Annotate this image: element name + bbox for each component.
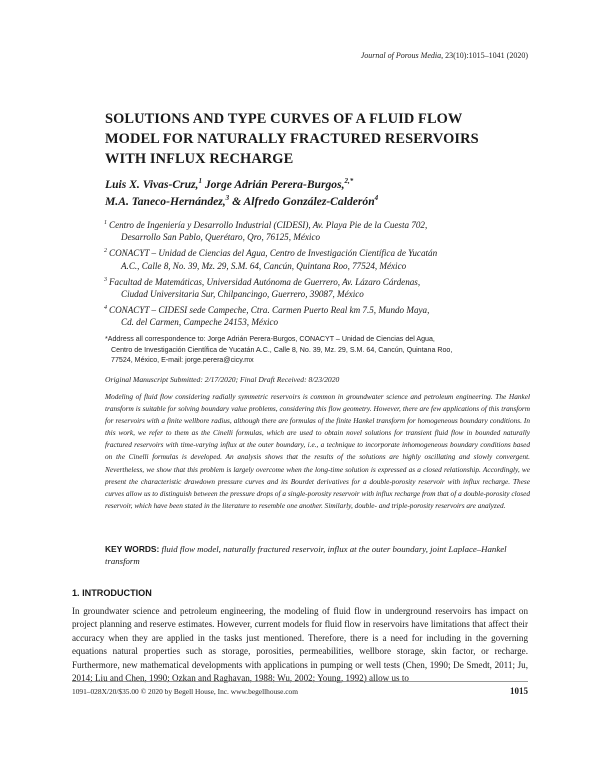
author-affiliation-mark: 2,*: [344, 177, 354, 186]
copyright-footer: 1091–028X/20/$35.00 © 2020 by Begell House, Inc. www.begellhouse.com: [72, 687, 299, 696]
author-name: Jorge Adrián Perera-Burgos,: [201, 178, 345, 191]
author-name: Luis X. Vivas-Cruz,: [105, 178, 199, 191]
journal-name: Journal of Porous Media: [360, 51, 442, 60]
page-number: 1015: [510, 686, 528, 696]
correspondence-note: [105, 334, 535, 366]
affiliation-list: [105, 219, 545, 333]
affiliation-line: Desarrollo San Pablo, Querétaro, Qro, 76125, México: [121, 232, 321, 243]
title-line: MODEL FOR NATURALLY FRACTURED RESERVOIRS: [105, 131, 479, 147]
author-affiliation-mark: 4: [374, 194, 379, 203]
correspondence-line: 77524, México, E-mail: jorge.perera@cicy.mx: [111, 356, 254, 364]
author-name: M.A. Taneco-Hernández,: [105, 195, 226, 208]
abstract: Modeling of fluid flow considering radially symmetric reservoirs is common in groundwater science and petroleum engineering. The Hankel transform is suitable for solving boundary value problems, considering this flow geometry. However, there are few applications of this transform for reservoirs with a finite wellbore radius, although there are formulas of the finite Hankel transform for homogeneous boundary conditions. In this work, we refer to them as the Cinelli formulas, which are used to obtain novel solutions for transient fluid flow in bounded naturally fractured reservoirs with time-varying influx at the outer boundary, i.e., a technique to incorporate inhomogeneous boundary conditions based on the Cinelli formulas is developed. An analysis shows that the results of the solutions are highly oscillating and slowly convergent. Nevertheless, we show that this problem is largely overcome when the long-time solution is expressed as a closed relationship. Accordingly, we present the characteristic drawdown pressure curves and its Bourdet derivatives for a double-porosity reservoir with influx recharge. These curves allow us to distinguish between the pressure drops of a single-porosity reservoir with influx recharge from that of a double-porosity closed reservoir, which have been stated in the literature to resemble one another. Similarly, double- and triple-porosity reservoirs are analyzed.: [105, 392, 530, 510]
author-line: [105, 176, 535, 193]
manuscript-dates: Original Manuscript Submitted: 2/17/2020; Final Draft Received: 8/23/2020: [105, 375, 340, 384]
correspondence-line: *Address all correspondence to: Jorge Adrián Perera-Burgos, CONACYT – Unidad de Ciencias del Agua,: [105, 335, 435, 343]
author-name: & Alfredo González-Calderón: [229, 195, 375, 208]
author-line: [105, 193, 535, 210]
correspondence-line: Centro de Investigación Científica de Yucatán A.C., Calle 8, No. 39, Mz. 29, S.M. 64, Cancún, Quintana Roo,: [111, 345, 453, 354]
keywords-text: fluid flow model, naturally fractured reservoir, influx at the outer boundary, joint Laplace–Hankel transform: [105, 544, 507, 566]
affiliation: [105, 276, 545, 300]
affiliation: [105, 247, 545, 271]
affiliation: [105, 219, 545, 243]
affiliation-line: Centro de Ingeniería y Desarrollo Industrial (CIDESI), Av. Playa Pie de la Cuesta 702,: [109, 220, 428, 230]
affiliation-number: 3: [104, 276, 107, 283]
section-body: In groundwater science and petroleum engineering, the modeling of fluid flow in underground reservoirs has impact on project planning and reserve estimates. However, current models for fluid flow in reservoirs have limitations that affect their accuracy when they are applied in the tasks just mentioned. Therefore, there is a need for including in the governing equations natural properties such as storage, porosities, permeabilities, wellbore storage, skin factor, or recharge. Furthermore, new mathematical developments with applications in pumping or well tests (Chen, 1990; De Smedt, 2011; Ju, 2014; Liu and Chen, 1990; Ozkan and Raghavan, 1988; Wu, 2002; Young, 1992) allow us to: [72, 606, 528, 684]
affiliation-number: 4: [104, 305, 107, 312]
affiliation-line: CONACYT – Unidad de Ciencias del Agua, Centro de Investigación Científica de Yucatán: [109, 248, 438, 259]
keywords-label: KEY WORDS:: [105, 544, 160, 554]
section-heading: 1. INTRODUCTION: [72, 588, 152, 598]
affiliation-line: CONACYT – CIDESI sede Campeche, Ctra. Carmen Puerto Real km 7.5, Mundo Maya,: [109, 305, 430, 316]
affiliation-line: Facultad de Matemáticas, Universidad Autónoma de Guerrero, Av. Lázaro Cárdenas,: [109, 276, 421, 287]
affiliation-line: A.C., Calle 8, No. 39, Mz. 29, S.M. 64, Cancún, Quintana Roo, 77524, México: [121, 260, 407, 271]
affiliation-number: 2: [104, 248, 107, 255]
affiliation-line: Cd. del Carmen, Campeche 24153, México: [121, 317, 279, 328]
title-line: WITH INFLUX RECHARGE: [105, 151, 294, 167]
footer-divider: [72, 681, 528, 682]
journal-reference: [361, 51, 528, 60]
affiliation-line: Ciudad Universitaria Sur, Chilpancingo, Guerrero, 39087, México: [121, 289, 364, 300]
paper-title: [105, 109, 535, 169]
affiliation: [105, 304, 545, 328]
affiliation-number: 1: [104, 220, 107, 226]
journal-citation: , 23(10):1015–1041 (2020): [441, 51, 528, 60]
title-line: SOLUTIONS AND TYPE CURVES OF A FLUID FLOW: [105, 111, 463, 127]
keywords: [105, 543, 535, 567]
author-affiliation-mark: 3: [225, 194, 230, 203]
author-affiliation-mark: 1: [198, 177, 202, 186]
author-list: [105, 176, 535, 210]
